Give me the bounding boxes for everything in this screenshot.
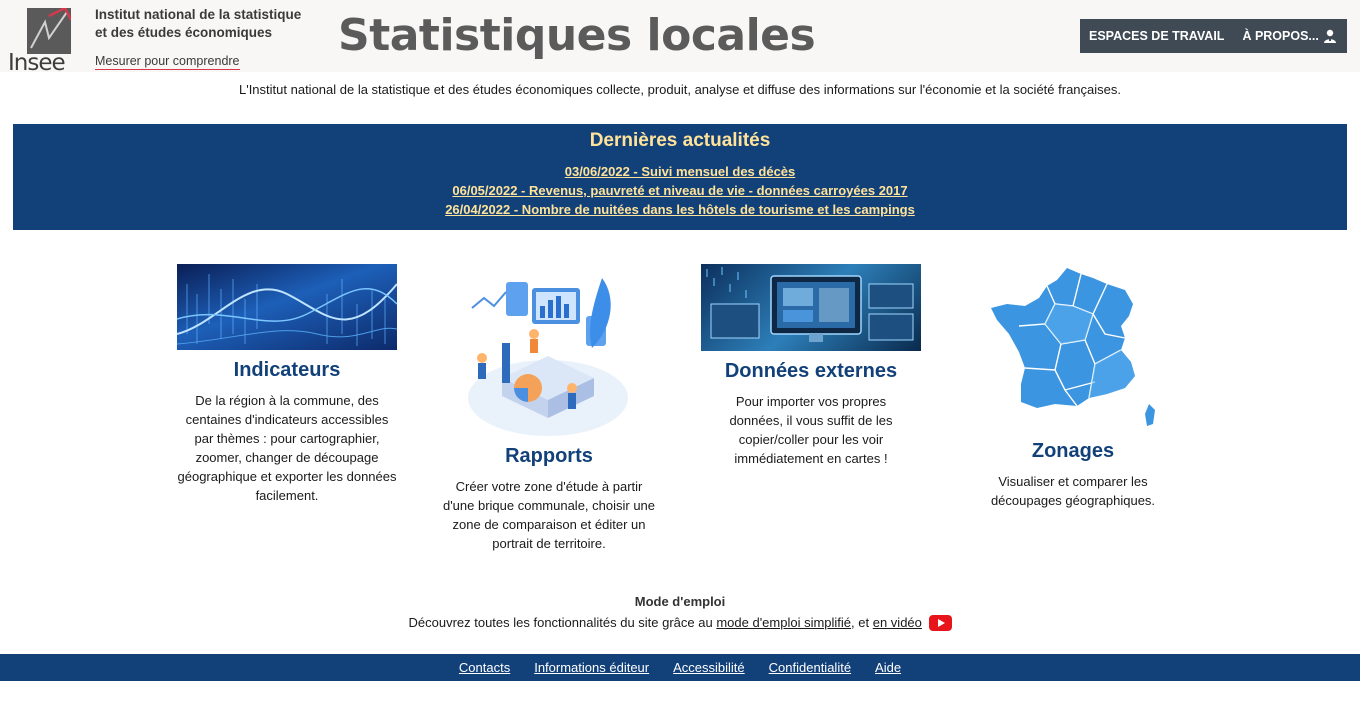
institute-name: Institut national de la statistique et des études économiques (95, 7, 302, 40)
indicateurs-title[interactable]: Indicateurs (233, 359, 341, 381)
footer-link-accessibilite[interactable]: Accessibilité (673, 660, 745, 675)
zonages-map-image[interactable] (985, 264, 1161, 432)
nav-a-propos[interactable]: À PROPOS... (1242, 29, 1319, 43)
zonages-title[interactable]: Zonages (1031, 440, 1115, 462)
zonages-card (963, 438, 1183, 510)
mode-emploi-simplifie-link[interactable]: mode d'emploi simplifié (716, 615, 852, 630)
rapports-image[interactable] (462, 268, 634, 438)
mode-emploi-separator: , et (851, 615, 873, 630)
nav-espaces-de-travail[interactable]: ESPACES DE TRAVAIL (1089, 29, 1225, 43)
mode-emploi-intro: Découvrez toutes les fonctionnalités du site grâce au (408, 615, 717, 630)
zonages-description: Visualiser et comparer les découpages géographiques. (990, 474, 1156, 508)
tagline: Mesurer pour comprendre (95, 54, 240, 68)
news-banner (13, 124, 1347, 230)
footer-link-informations-editeur[interactable]: Informations éditeur (534, 660, 650, 675)
youtube-icon[interactable] (929, 615, 952, 631)
news-link[interactable]: 03/06/2022 - Suivi mensuel des décès (564, 164, 796, 179)
rapports-title[interactable]: Rapports (505, 445, 593, 467)
rapports-description: Créer votre zone d'étude à partir d'une brique communale, choisir une zone de comparaison et éditer un portrait de territoire. (442, 479, 656, 551)
video-link[interactable]: en vidéo (872, 615, 922, 630)
logo-wordmark: Insee (8, 50, 65, 76)
insee-logo-mark (27, 8, 71, 54)
intro-text: L'Institut national de la statistique et des études économiques collecte, produit, analyse et diffuse des informations sur l'économie et la société françaises. (238, 82, 1121, 97)
site-header (0, 0, 1360, 76)
page-title: Statistiques locales (338, 10, 816, 61)
donnees-externes-description: Pour importer vos propres données, il vous suffit de les copier/coller pour les voir immédiatement en cartes ! (729, 394, 893, 466)
rapports-card (439, 443, 659, 553)
mode-emploi-text (0, 613, 1360, 633)
mode-emploi-section (0, 593, 1360, 633)
donnees-externes-card (701, 358, 921, 468)
indicateurs-image[interactable] (177, 264, 397, 350)
news-list (13, 162, 1347, 219)
indicateurs-description: De la région à la commune, des centaines d'indicateurs accessibles par thèmes : pour cartographier, zoomer, changer de découpage géographique et exporter les données facilement. (177, 393, 397, 503)
mode-emploi-title: Mode d'emploi (634, 594, 726, 609)
donnees-externes-image[interactable] (701, 264, 921, 351)
site-footer (0, 654, 1360, 681)
insee-logo[interactable] (8, 8, 72, 76)
top-navigation (1080, 19, 1347, 53)
footer-link-aide[interactable]: Aide (875, 660, 902, 675)
donnees-externes-title[interactable]: Données externes (724, 360, 898, 382)
user-icon[interactable] (1322, 28, 1338, 44)
news-title: Dernières actualités (589, 130, 771, 151)
footer-link-contacts[interactable]: Contacts (458, 660, 511, 675)
indicateurs-card (177, 357, 397, 505)
news-link[interactable]: 26/04/2022 - Nombre de nuitées dans les hôtels de tourisme et les campings (445, 202, 915, 217)
footer-link-confidentialite[interactable]: Confidentialité (768, 660, 852, 675)
news-link[interactable]: 06/05/2022 - Revenus, pauvreté et niveau de vie - données carroyées 2017 (452, 183, 908, 198)
